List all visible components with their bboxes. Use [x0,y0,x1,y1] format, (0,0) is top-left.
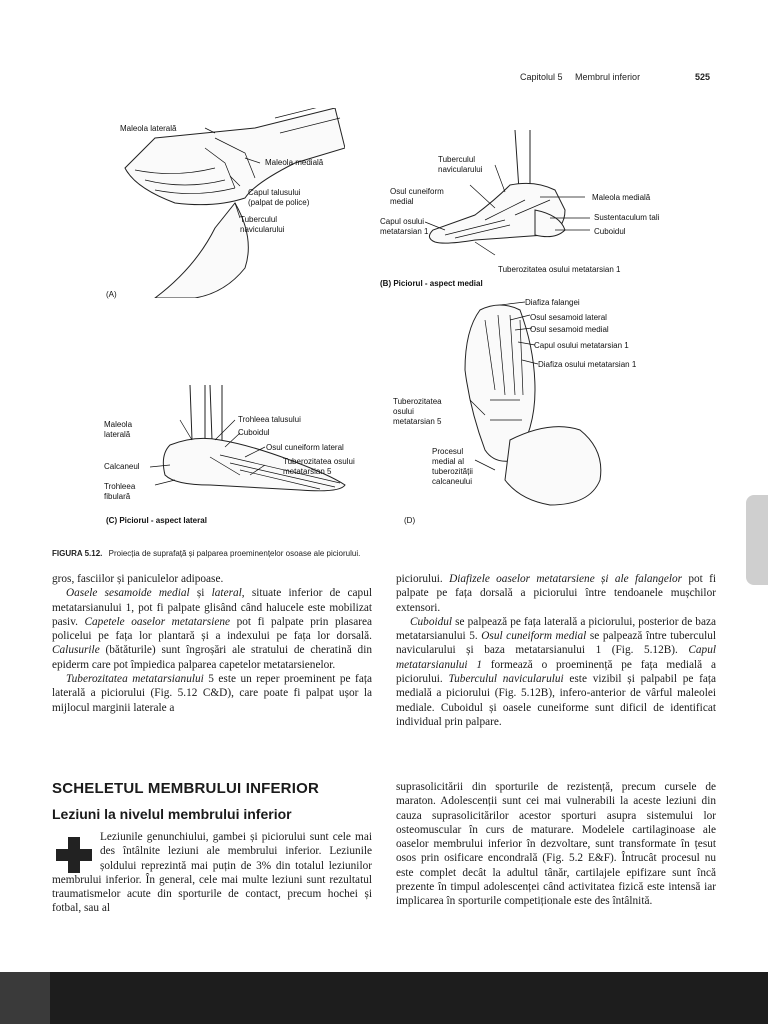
label-a-palpat-police: (palpat de police) [248,198,310,207]
figure-panel-b-illustration [415,130,615,270]
label-b-tuberozitatea: Tuberozitatea osului metatarsian 1 [498,265,621,274]
label-a-tuberculul: Tuberculul [240,215,278,224]
body-text-right-bottom: suprasolicitării din sporturile de rezistență, precum cursele de maraton. Adolescenții sunt cei mai vulnerabili la aceste leziuni din cauza suprasolicitărilor acestor sporturi asupra sistemului lor osteomuscular în curs de maturare. Modelele cartilaginoase ale oaselor membrului inferior în dezvoltare, sunt transformate în țesut osos prin osificare encondrală (Fig. 5.2 E&F). Întrucât procesul nu este complet decât la adultul tânăr, cartilajele epifizare sunt încă prezente în timpul adolescenței când activitatea fizică este intensă iar implicarea în sporturile competiționale este des întâlnită. [396,781,716,908]
running-header [520,72,711,82]
section-heading-sub: Leziuni la nivelul membrului inferior [52,806,292,822]
panel-c-caption: (C) Piciorul - aspect lateral [106,516,207,525]
label-c-metatarsian-5: metatarsian 5 [283,467,332,476]
label-b-medial: medial [390,197,414,206]
scan-bottom-bar [0,972,768,1024]
page-number: 525 [695,72,711,82]
label-d-osului: osului [393,407,414,416]
label-b-cuboidul: Cuboidul [594,227,626,236]
body-text-right-top: piciorului. Diafizele oaselor metatarsiene și ale falangelor pot fi palpate pe fața dorsală a piciorului între tendoanele mușchilor extensori. Cuboidul se palpează pe fața laterală a piciorului, posterior de baza metatarsianului 5. Osul cuneiform medial se palpează între tuberculul navicularului și baza metatarsianului 1 (Fig. 5.12B). Capul metatarsianului 1 formează o proeminență pe fața medială a piciorului. Tuberculul navicularului este vizibil și palpabil pe fața medială a piciorului (Fig. 5.12B), infero-anterior de vârful maleolei mediale. Cuboidul și oasele cuneiforme sunt dificil de identificat individual prin palpare. [396,573,717,728]
label-a-maleola-laterala: Maleola laterală [120,124,177,133]
label-c-tuberozitatea-osului: Tuberozitatea osului [283,457,355,466]
label-c-maleola: Maleola [104,420,133,429]
label-d-capul-osului: Capul osului metatarsian 1 [534,341,629,350]
panel-d-tag: (D) [404,516,416,525]
label-d-sesamoid-medial: Osul sesamoid medial [530,325,609,334]
label-c-cuboidul: Cuboidul [238,428,270,437]
figure-caption-label: FIGURA 5.12. [52,549,103,558]
label-b-navicularului: navicularului [438,165,483,174]
figure-caption-text: Proiecția de suprafață și palparea proeminențelor osoase ale piciorului. [108,549,361,558]
label-d-tuberozitatii: tuberozității [432,467,473,476]
section-label: Membrul inferior [575,72,641,82]
label-d-metatarsian-5: metatarsian 5 [393,417,442,426]
label-d-diafiza-osului: Diafiza osului metatarsian 1 [538,360,637,369]
label-a-navicularului: navicularului [240,225,285,234]
label-d-sesamoid-lateral: Osul sesamoid lateral [530,313,607,322]
body-text-left-top: gros, fasciilor și paniculelor adipoase. Oasele sesamoide medial și lateral, situate inferior de capul metatarsianului 1, pot fi palpate glisând când halucele este mobilizat pasiv. Capetele oaselor metatarsiene pot fi palpate prin plasarea policelui pe fața lor plantară și a indexului pe fața lor dorsală. Calusurile (bătăturile) sunt îngroșări ale stratului de cheratină din epiderm care pot împiedica palparea capetelor metatarsienelor. Tuberozitatea metatarsianului 5 este un reper proeminent pe fața laterală a piciorului (Fig. 5.12 C&D), care poate fi palpat ușor la mijlocul marginii laterale a [52,573,372,714]
scan-bottom-bar-edge [0,972,50,1024]
label-c-laterala: laterală [104,430,131,439]
body-text-left-bottom: Leziunile genunchiului, gambei și piciorului sunt cele mai des întâlnite leziuni ale membrului inferior. Leziunile șoldului reprezintă mai puțin de 3% din totalul leziunilor membrului inferior. În general, cele mai multe leziuni sunt rezultatul traumatismelor acute din sporturile de contact, precum hochei și fotbal, sau al [52,831,372,915]
label-b-metatarsian-1: metatarsian 1 [380,227,429,236]
label-d-calcaneului: calcaneului [432,477,473,486]
figure-caption [52,549,360,558]
label-d-diafiza-falangei: Diafiza falangei [525,298,580,307]
section-heading-main: SCHELETUL MEMBRULUI INFERIOR [52,780,319,797]
chapter-label: Capitolul 5 [520,72,563,82]
label-c-fibulara: fibulară [104,492,131,501]
label-b-tuberculul: Tuberculul [438,155,476,164]
label-c-calcaneul: Calcaneul [104,462,140,471]
label-c-trohleea-talusului: Trohleea talusului [238,415,301,424]
label-d-tuberozitatea: Tuberozitatea [393,397,442,406]
label-b-maleola-mediala: Maleola medială [592,193,651,202]
label-a-capul-talusului: Capul talusului [248,188,301,197]
panel-b-caption: (B) Piciorul - aspect medial [380,279,483,288]
label-b-osul-cuneiform: Osul cuneiform [390,187,444,196]
page-edge-tab [746,495,768,585]
label-c-osul-cuneiform-lateral: Osul cuneiform lateral [266,443,344,452]
panel-a-tag: (A) [106,290,117,299]
label-d-medial-al: medial al [432,457,465,466]
label-d-procesul: Procesul [432,447,464,456]
label-b-sustentaculum: Sustentaculum tali [594,213,660,222]
label-b-capul-osului: Capul osului [380,217,425,226]
label-c-trohleea: Trohleea [104,482,136,491]
label-a-maleola-mediala: Maleola medială [265,158,324,167]
